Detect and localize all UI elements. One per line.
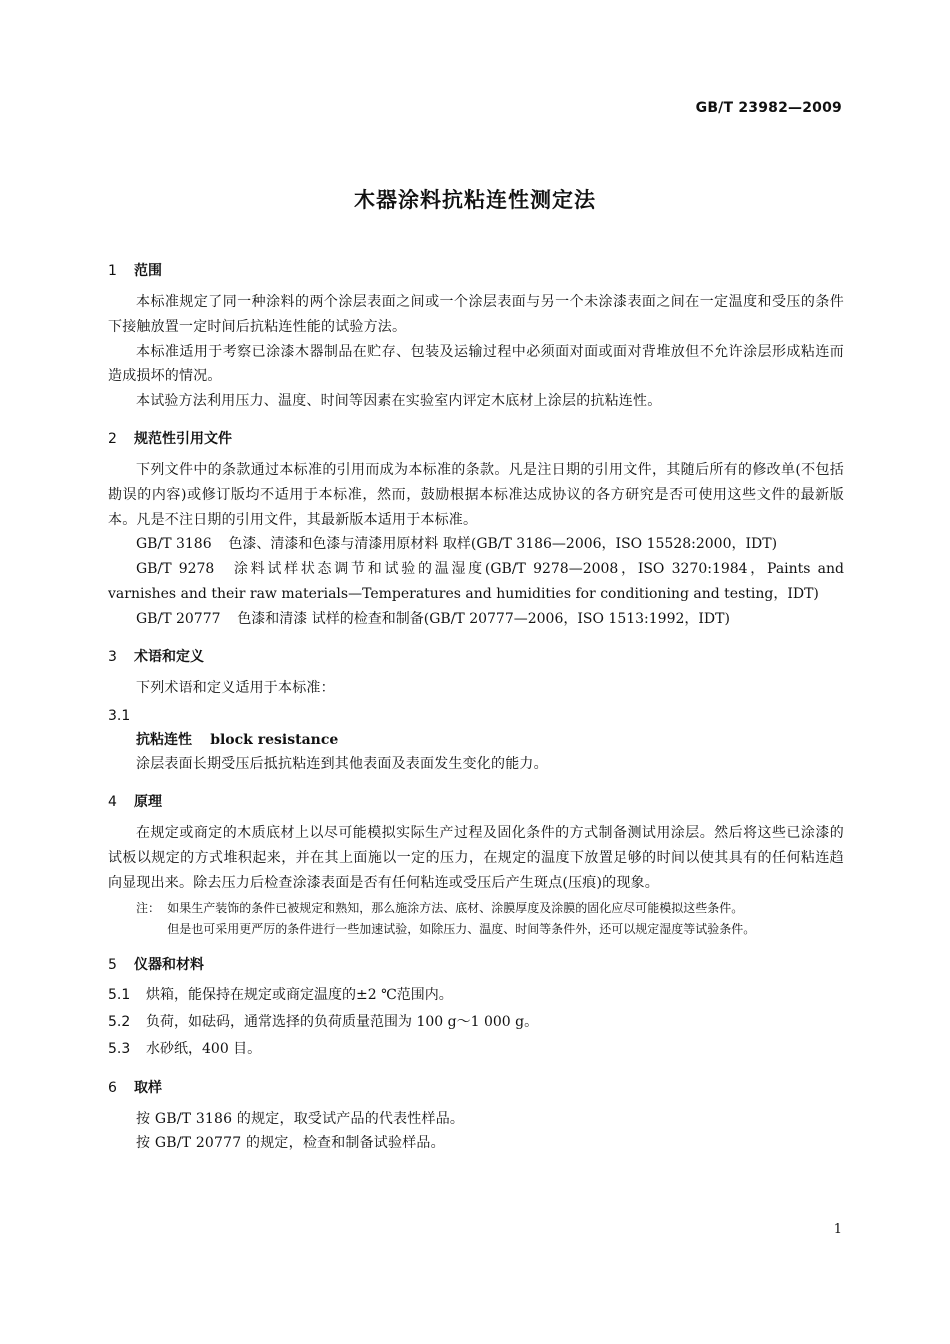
section-heading-scope (108, 260, 844, 282)
paragraph: 按 GB/T 20777 的规定，检查和制备试验样品。 (136, 1135, 445, 1152)
section-title: 取样 (134, 1079, 162, 1096)
item-number: 5.1 (108, 986, 131, 1003)
section-title: 术语和定义 (134, 648, 204, 665)
paragraph: 下列术语和定义适用于本标准： (136, 679, 335, 696)
item-text: 烘箱，能保持在规定或商定温度的±2 ℃范围内。 (146, 986, 453, 1003)
reference-text: 色漆和清漆 试样的检查和制备(GB/T 20777—2006，ISO 1513:1992，IDT) (237, 610, 730, 627)
paragraph: 下列文件中的条款通过本标准的引用而成为本标准的条款。凡是注日期的引用文件，其随后所有的修改单(不包括勘误的内容)或修订版均不适用于本标准，然而，鼓励根据本标准达成协议的各方研究是否可使用这些文件的最新版本。凡是不注日期的引用文件，其最新版本适用于本标准。 (108, 461, 844, 528)
section-number: 2 (108, 430, 117, 447)
reference-entry (108, 557, 844, 607)
paragraph: 在规定或商定的木质底材上以尽可能模拟实际生产过程及固化条件的方式制备测试用涂层。然后将这些已涂漆的试板以规定的方式堆积起来，并在其上面施以一定的压力，在规定的温度下放置足够的时间以使其具有的任何粘连趋向显现出来。除去压力后检查涂漆表面是否有任何粘连或受压后产生斑点(压痕)的现象。 (108, 825, 844, 891)
item-text: 水砂纸，400 目。 (146, 1040, 262, 1057)
term-heading (108, 728, 844, 752)
list-item (108, 1036, 844, 1063)
term-number: 3.1 (108, 708, 131, 725)
term-chinese: 抗粘连性 (136, 732, 192, 749)
list-item (108, 982, 844, 1009)
term-english: block resistance (210, 732, 339, 749)
section-heading-sampling (108, 1077, 844, 1099)
item-number: 5.3 (108, 1040, 131, 1057)
paragraph: 按 GB/T 3186 的规定，取受试产品的代表性样品。 (136, 1110, 465, 1127)
paragraph: 本试验方法利用压力、温度、时间等因素在实验室内评定木底材上涂层的抗粘连性。 (136, 393, 662, 410)
paragraph: 本标准适用于考察已涂漆木器制品在贮存、包装及运输过程中必须面对面或面对背堆放但不允许涂层形成粘连而造成损坏的情况。 (108, 343, 844, 385)
reference-entry (108, 607, 844, 632)
reference-code: GB/T 9278 (136, 561, 215, 578)
item-number: 5.2 (108, 1013, 131, 1030)
reference-code: GB/T 20777 (136, 610, 221, 627)
section-heading-principle (108, 791, 844, 813)
section-number: 4 (108, 794, 117, 811)
note-text: 如果生产装饰的条件已被规定和熟知，那么施涂方法、底材、涂膜厚度及涂膜的固化应尽可能模拟这些条件。 (167, 900, 744, 915)
reference-text: 色漆、清漆和色漆与清漆用原材料 取样(GB/T 3186—2006，ISO 15528:2000，IDT) (228, 536, 778, 553)
list-item (108, 1009, 844, 1036)
note-label: 注： (136, 900, 161, 915)
section-number: 6 (108, 1079, 117, 1096)
note-text: 但是也可采用更严厉的条件进行一些加速试验，如除压力、温度、时间等条件外，还可以规定湿度等试验条件。 (167, 921, 756, 936)
section-heading-apparatus (108, 954, 844, 976)
section-heading-terms (108, 646, 844, 668)
section-heading-normative-references (108, 428, 844, 450)
section-title: 仪器和材料 (134, 956, 204, 973)
standard-number: GB/T 23982—2009 (695, 100, 842, 116)
reference-code: GB/T 3186 (136, 536, 212, 553)
item-text: 负荷，如砝码，通常选择的负荷质量范围为 100 g～1 000 g。 (146, 1013, 539, 1030)
reference-entry (108, 532, 844, 557)
section-title: 规范性引用文件 (134, 430, 232, 447)
document-title: 木器涂料抗粘连性测定法 (354, 188, 596, 212)
section-number: 1 (108, 263, 117, 279)
section-title: 范围 (134, 263, 162, 279)
term-definition: 涂层表面长期受压后抵抗粘连到其他表面及表面发生变化的能力。 (136, 756, 548, 773)
page-number: 1 (833, 1222, 842, 1237)
paragraph: 本标准规定了同一种涂料的两个涂层表面之间或一个涂层表面与另一个未涂漆表面之间在一定温度和受压的条件下接触放置一定时间后抗粘连性能的试验方法。 (108, 294, 844, 335)
reference-text: 涂料试样状态调节和试验的温湿度(GB/T 9278—2008，ISO 3270:1984，Paints and varnishes and their raw materials—Temperatures and humidities for conditioning and testing，IDT) (108, 561, 844, 602)
section-title: 原理 (134, 794, 162, 811)
section-number: 5 (108, 956, 117, 973)
note (108, 898, 844, 940)
document-body (108, 260, 844, 1156)
section-number: 3 (108, 648, 117, 665)
